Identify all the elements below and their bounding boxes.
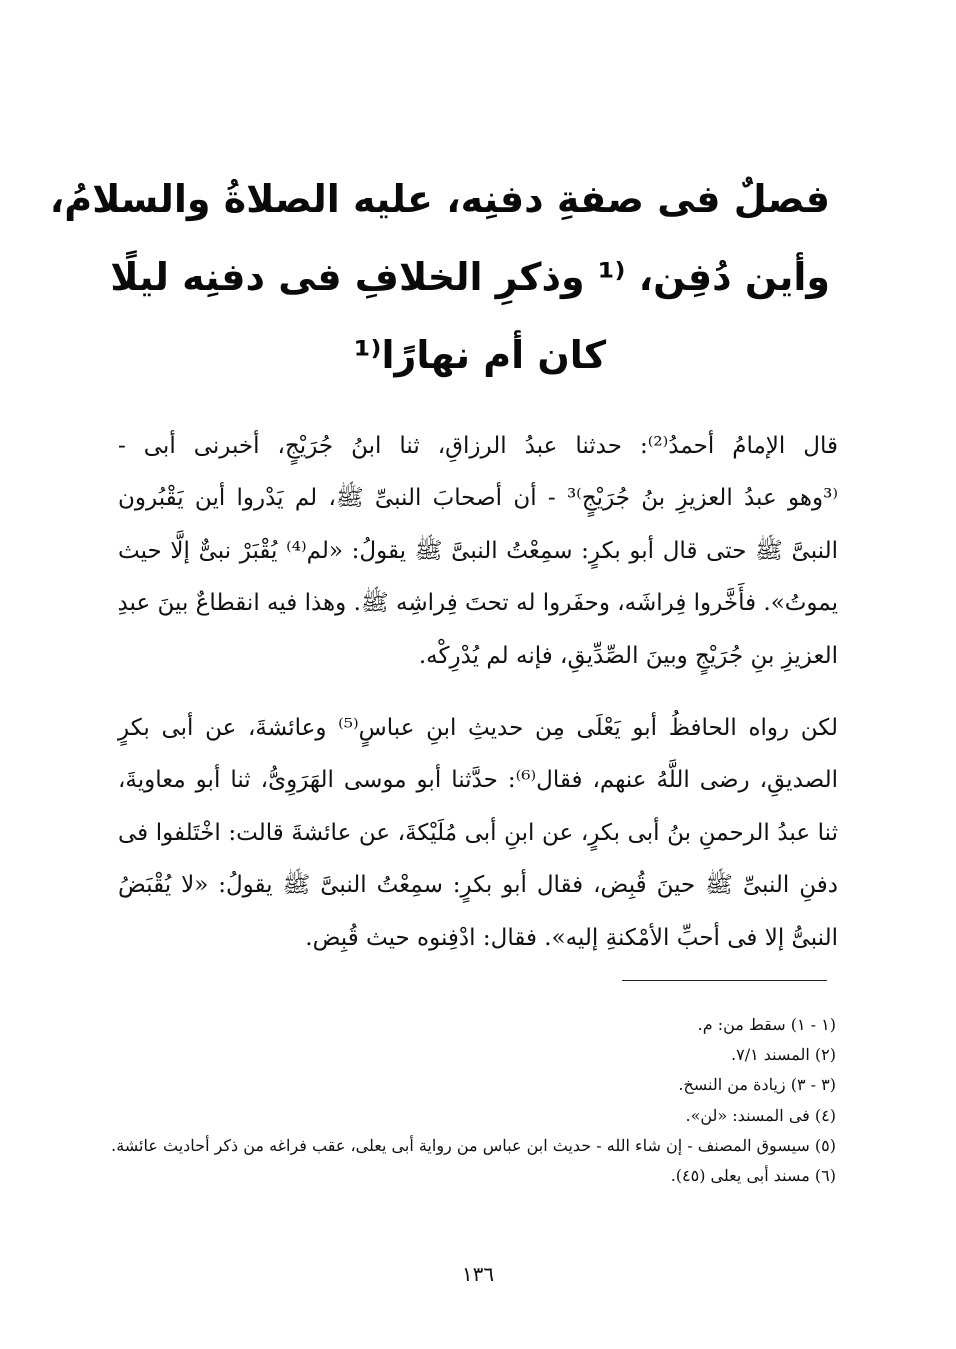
- footnotes: [111, 1010, 836, 1191]
- text-line: النبىَّ ﷺ حتى قال أبو بكرٍ: سمِعْتُ النبىَّ ﷺ يقولُ: «لم⁽⁴⁾ يُقْبَرْ نبىٌّ إلَّا حيث: [118, 537, 838, 564]
- heading-line: وأين دُفِن، ⁽¹ وذكرِ الخلافِ فى دفنِه ليلًا: [110, 255, 830, 299]
- text-line: العزيزِ بنِ جُرَيْجٍ وبينَ الصِّدِّيقِ، فإنه لم يُدْرِكْه.: [418, 642, 838, 669]
- footnote: (٢) المسند ٧/١.: [731, 1045, 836, 1065]
- footnote: (٥) سيسوق المصنف - إن شاء الله - حديث ابن عباس من رواية أبى يعلى، عقب فراغه من ذكر أحاديث عائشة.: [111, 1135, 836, 1155]
- text-line: يموتُ». فأَخَّروا فِراشَه، وحفَروا له تحتَ فِراشِه ﷺ. وهذا فيه انقطاعٌ بينَ عبدِ: [117, 590, 838, 617]
- text-line: دفنِ النبىِّ ﷺ حينَ قُبِض، فقال أبو بكرٍ: سمِعْتُ النبىَّ ﷺ يقولُ: «لا يُقْبَضُ: [118, 872, 838, 899]
- footnote-divider: [622, 980, 827, 981]
- page-number: ١٣٦: [461, 1262, 495, 1286]
- footnote: (١ - ١) سقط من: م.: [697, 1015, 836, 1034]
- heading-line: فصلٌ فى صفةِ دفنِه، عليه الصلاةُ والسلامُ،: [49, 177, 830, 221]
- text-line: ثنا عبدُ الرحمنِ بنُ أبى بكرٍ، عن ابنِ أبى مُلَيْكةَ، عن عائشةَ قالت: اخْتَلفوا فى: [118, 819, 838, 846]
- chapter-heading: [49, 160, 830, 394]
- text-line: الصديقِ، رضى اللَّهُ عنهم، فقال⁽⁶⁾: حدَّثنا أبو موسى الهَرَوِىُّ، ثنا أبو معاويةَ،: [118, 767, 839, 794]
- footnote: (٤) فى المسند: «لن».: [685, 1105, 836, 1125]
- paragraph: [118, 702, 838, 964]
- heading-line: كان أم نهارًا⁽¹: [353, 333, 607, 377]
- text-line: لكن رواه الحافظُ أبو يَعْلَى مِن حديثِ ابنِ عباسٍ⁽⁵⁾ وعائشةَ، عن أبى بكرٍ: [118, 715, 838, 742]
- text-line: النبىُّ إلا فى أحبِّ الأمْكنةِ إليه». فقال: ادْفِنوه حيث قُبِض.: [305, 924, 838, 951]
- footnote: (٦) مسند أبى يعلى (٤٥).: [670, 1166, 836, 1186]
- text-line: ⁽³وهو عبدُ العزيزِ بنُ جُرَيْجٍ⁾³ - أن أصحابَ النبىِّ ﷺ، لم يَدْروا أين يَقْبُرون: [118, 485, 838, 512]
- paragraph: [118, 420, 838, 682]
- paragraph-gap: [118, 682, 838, 702]
- main-text: [118, 420, 838, 964]
- footnote: (٣ - ٣) زيادة من النسخ.: [678, 1075, 836, 1095]
- text-line: قال الإمامُ أحمدُ⁽²⁾: حدثنا عبدُ الرزاقِ، ثنا ابنُ جُرَيْجٍ، أخبرنى أبى -: [118, 433, 838, 459]
